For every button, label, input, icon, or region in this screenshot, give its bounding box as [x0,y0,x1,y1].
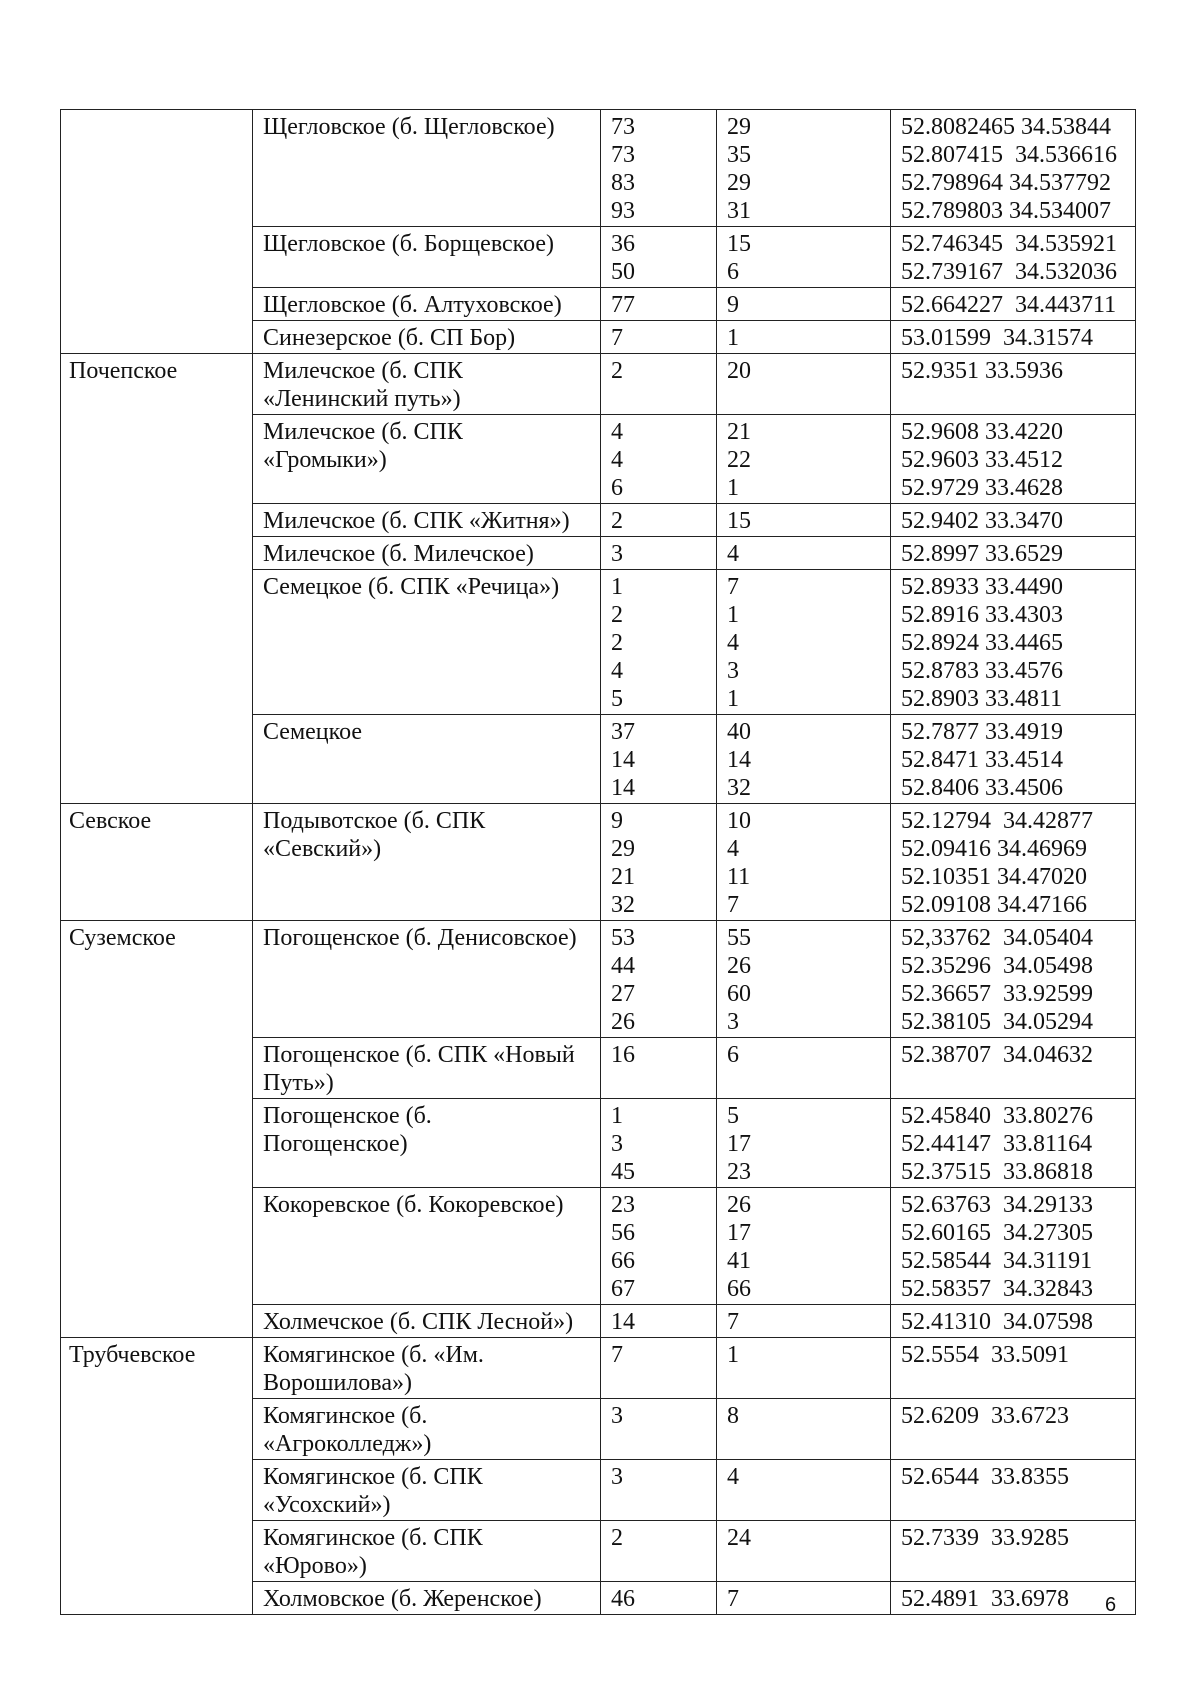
number-value: 4 [727,541,739,567]
coordinate-value: 52.9402 33.3470 [901,508,1063,534]
number-value: 1 [727,325,739,351]
number-value: 9 [727,292,739,318]
number-value: 15 [727,231,751,257]
plot-number-cell [717,415,891,504]
number-value: 15 [727,508,751,534]
settlement-cell: Погощенское (б. Погощенское) [253,1099,601,1188]
number-value: 21 [727,419,751,445]
number-value: 6 [611,475,623,501]
number-value: 3 [611,1464,623,1490]
coordinates-cell [891,804,1136,921]
number-value: 24 [727,1525,751,1551]
number-value: 1 [727,602,739,628]
number-value: 4 [727,1464,739,1490]
plot-number-cell [717,570,891,715]
quarter-number-cell [601,110,717,227]
number-value: 21 [611,864,635,890]
number-value: 66 [611,1248,635,1274]
settlement-cell: Милечское (б. СПК «Ленинский путь») [253,354,601,415]
coordinate-value: 52.35296 34.05498 [901,953,1093,979]
number-value: 45 [611,1159,635,1185]
table-row [61,354,1136,415]
number-value: 36 [611,231,635,257]
number-value: 3 [611,1131,623,1157]
quarter-number-cell [601,354,717,415]
coordinate-value: 52.5554 33.5091 [901,1342,1069,1368]
number-value: 1 [611,574,623,600]
coordinate-value: 52.664227 34.443711 [901,292,1117,318]
table-row [61,804,1136,921]
coordinate-value: 52.41310 34.07598 [901,1309,1093,1335]
number-value: 46 [611,1586,635,1612]
quarter-number-cell [601,1521,717,1582]
settlement-cell: Щегловское (б. Щегловское) [253,110,601,227]
settlement-cell: Комягинское (б. «Им. Ворошилова») [253,1338,601,1399]
number-value: 22 [727,447,751,473]
number-value: 2 [611,358,623,384]
settlement-cell: Синезерское (б. СП Бор) [253,321,601,354]
number-value: 6 [727,1042,739,1068]
number-value: 53 [611,925,635,951]
data-table-container [60,109,1135,1615]
coordinate-value: 52.9729 33.4628 [901,475,1063,501]
quarter-number-cell [601,537,717,570]
plot-number-cell [717,1038,891,1099]
number-value: 67 [611,1276,635,1302]
coordinate-value: 52.44147 33.81164 [901,1131,1093,1157]
settlement-cell: Семецкое (б. СПК «Речица») [253,570,601,715]
quarter-number-cell [601,1338,717,1399]
coordinates-cell [891,1338,1136,1399]
coordinates-cell [891,715,1136,804]
number-value: 83 [611,170,635,196]
settlement-cell: Кокоревское (б. Кокоревское) [253,1188,601,1305]
settlement-cell: Комягинское (б. «Агроколледж») [253,1399,601,1460]
district-cell: Суземское [61,921,253,1338]
coordinate-value: 52.45840 33.80276 [901,1103,1093,1129]
number-value: 7 [727,892,739,918]
coordinate-value: 52.8916 33.4303 [901,602,1063,628]
coordinate-value: 52.8933 33.4490 [901,574,1063,600]
number-value: 17 [727,1131,751,1157]
coordinate-value: 52.7339 33.9285 [901,1525,1069,1551]
coordinates-cell [891,921,1136,1038]
coordinate-value: 52.60165 34.27305 [901,1220,1093,1246]
number-value: 16 [611,1042,635,1068]
plot-number-cell [717,110,891,227]
settlement-cell: Щегловское (б. Борщевское) [253,227,601,288]
settlement-cell: Комягинское (б. СПК «Усохский») [253,1460,601,1521]
number-value: 32 [611,892,635,918]
number-value: 1 [727,1342,739,1368]
number-value: 7 [611,325,623,351]
plot-number-cell [717,537,891,570]
number-value: 44 [611,953,635,979]
number-value: 73 [611,142,635,168]
number-value: 2 [611,1525,623,1551]
coordinates-cell [891,1582,1136,1615]
coordinate-value: 52.8406 33.4506 [901,775,1063,801]
quarter-number-cell [601,1460,717,1521]
plot-number-cell [717,1338,891,1399]
number-value: 66 [727,1276,751,1302]
coordinate-value: 52.8082465 34.53844 [901,114,1111,140]
number-value: 7 [611,1342,623,1368]
number-value: 3 [727,658,739,684]
coordinates-cell [891,288,1136,321]
number-value: 29 [727,114,751,140]
coordinate-value: 52.9603 33.4512 [901,447,1063,473]
number-value: 1 [727,475,739,501]
coordinates-cell [891,321,1136,354]
plot-number-cell [717,921,891,1038]
quarter-number-cell [601,921,717,1038]
coordinates-cell [891,110,1136,227]
plot-number-cell [717,321,891,354]
plot-number-cell [717,1582,891,1615]
number-value: 32 [727,775,751,801]
number-value: 7 [727,574,739,600]
settlement-cell: Холмовское (б. Жеренское) [253,1582,601,1615]
number-value: 4 [611,447,623,473]
number-value: 7 [727,1586,739,1612]
coordinate-value: 52.9351 33.5936 [901,358,1063,384]
coordinates-cell [891,1460,1136,1521]
district-cell [61,110,253,354]
number-value: 4 [727,836,739,862]
number-value: 14 [611,1309,635,1335]
number-value: 41 [727,1248,751,1274]
coordinate-value: 53.01599 34.31574 [901,325,1093,351]
coordinate-value: 52.10351 34.47020 [901,864,1087,890]
number-value: 14 [727,747,751,773]
coordinate-value: 52.9608 33.4220 [901,419,1063,445]
number-value: 2 [611,630,623,656]
coordinates-cell [891,1305,1136,1338]
number-value: 26 [727,1192,751,1218]
coordinate-value: 52.63763 34.29133 [901,1192,1093,1218]
number-value: 9 [611,808,623,834]
coordinates-cell [891,570,1136,715]
number-value: 26 [727,953,751,979]
plot-number-cell [717,1305,891,1338]
number-value: 56 [611,1220,635,1246]
settlement-cell: Милечское (б. СПК «Житня») [253,504,601,537]
plot-number-cell [717,1521,891,1582]
quarter-number-cell [601,504,717,537]
quarter-number-cell [601,1582,717,1615]
coordinate-value: 52.58357 34.32843 [901,1276,1093,1302]
coordinate-value: 52,33762 34.05404 [901,925,1093,951]
coordinate-value: 52.6544 33.8355 [901,1464,1069,1490]
coordinates-table [60,109,1136,1615]
number-value: 55 [727,925,751,951]
number-value: 29 [727,170,751,196]
number-value: 4 [611,658,623,684]
settlement-cell: Погощенское (б. СПК «Новый Путь») [253,1038,601,1099]
quarter-number-cell [601,715,717,804]
quarter-number-cell [601,1399,717,1460]
number-value: 4 [611,419,623,445]
settlement-cell: Комягинское (б. СПК «Юрово») [253,1521,601,1582]
quarter-number-cell [601,804,717,921]
coordinate-value: 52.739167 34.532036 [901,259,1117,285]
district-cell: Почепское [61,354,253,804]
quarter-number-cell [601,415,717,504]
settlement-cell: Милечское (б. Милечское) [253,537,601,570]
number-value: 23 [611,1192,635,1218]
coordinates-cell [891,354,1136,415]
number-value: 23 [727,1159,751,1185]
coordinates-cell [891,1188,1136,1305]
number-value: 37 [611,719,635,745]
number-value: 11 [727,864,751,890]
plot-number-cell [717,1460,891,1521]
number-value: 14 [611,747,635,773]
district-cell: Севское [61,804,253,921]
number-value: 40 [727,719,751,745]
coordinate-value: 52.8903 33.4811 [901,686,1063,712]
coordinates-cell [891,1038,1136,1099]
number-value: 93 [611,198,635,224]
number-value: 7 [727,1309,739,1335]
settlement-cell: Щегловское (б. Алтуховское) [253,288,601,321]
number-value: 14 [611,775,635,801]
coordinate-value: 52.4891 33.6978 [901,1586,1069,1612]
coordinate-value: 52.8783 33.4576 [901,658,1063,684]
quarter-number-cell [601,1188,717,1305]
quarter-number-cell [601,1305,717,1338]
coordinate-value: 52.789803 34.534007 [901,198,1111,224]
number-value: 4 [727,630,739,656]
table-row [61,110,1136,227]
quarter-number-cell [601,321,717,354]
coordinates-cell [891,1099,1136,1188]
coordinate-value: 52.798964 34.537792 [901,170,1111,196]
number-value: 29 [611,836,635,862]
number-value: 35 [727,142,751,168]
number-value: 60 [727,981,751,1007]
coordinates-cell [891,415,1136,504]
coordinate-value: 52.09416 34.46969 [901,836,1087,862]
table-row [61,921,1136,1038]
number-value: 27 [611,981,635,1007]
coordinate-value: 52.8924 33.4465 [901,630,1063,656]
coordinate-value: 52.09108 34.47166 [901,892,1087,918]
number-value: 17 [727,1220,751,1246]
number-value: 2 [611,602,623,628]
plot-number-cell [717,715,891,804]
coordinates-cell [891,537,1136,570]
coordinate-value: 52.36657 33.92599 [901,981,1093,1007]
coordinate-value: 52.7877 33.4919 [901,719,1063,745]
number-value: 8 [727,1403,739,1429]
table-row [61,1338,1136,1399]
number-value: 1 [727,686,739,712]
coordinates-cell [891,1521,1136,1582]
coordinate-value: 52.38707 34.04632 [901,1042,1093,1068]
coordinate-value: 52.6209 33.6723 [901,1403,1069,1429]
coordinate-value: 52.38105 34.05294 [901,1009,1093,1035]
quarter-number-cell [601,288,717,321]
settlement-cell: Холмечское (б. СПК Лесной») [253,1305,601,1338]
plot-number-cell [717,354,891,415]
number-value: 31 [727,198,751,224]
plot-number-cell [717,1099,891,1188]
settlement-cell: Подывотское (б. СПК «Севский») [253,804,601,921]
quarter-number-cell [601,227,717,288]
number-value: 20 [727,358,751,384]
coordinate-value: 52.12794 34.42877 [901,808,1093,834]
coordinates-cell [891,227,1136,288]
plot-number-cell [717,227,891,288]
coordinate-value: 52.746345 34.535921 [901,231,1117,257]
district-cell: Трубчевское [61,1338,253,1615]
coordinates-cell [891,504,1136,537]
settlement-cell: Милечское (б. СПК «Громыки») [253,415,601,504]
number-value: 77 [611,292,635,318]
settlement-cell: Погощенское (б. Денисовское) [253,921,601,1038]
number-value: 1 [611,1103,623,1129]
plot-number-cell [717,288,891,321]
number-value: 6 [727,259,739,285]
number-value: 5 [727,1103,739,1129]
coordinate-value: 52.37515 33.86818 [901,1159,1093,1185]
coordinate-value: 52.8471 33.4514 [901,747,1063,773]
coordinate-value: 52.8997 33.6529 [901,541,1063,567]
plot-number-cell [717,1188,891,1305]
plot-number-cell [717,1399,891,1460]
number-value: 10 [727,808,751,834]
number-value: 50 [611,259,635,285]
number-value: 73 [611,114,635,140]
number-value: 5 [611,686,623,712]
number-value: 2 [611,508,623,534]
coordinates-cell [891,1399,1136,1460]
number-value: 3 [611,1403,623,1429]
coordinate-value: 52.58544 34.31191 [901,1248,1093,1274]
quarter-number-cell [601,570,717,715]
coordinate-value: 52.807415 34.536616 [901,142,1117,168]
number-value: 26 [611,1009,635,1035]
plot-number-cell [717,504,891,537]
plot-number-cell [717,804,891,921]
page-number: 6 [1105,1594,1117,1616]
number-value: 3 [611,541,623,567]
table-body [61,110,1136,1615]
number-value: 3 [727,1009,739,1035]
quarter-number-cell [601,1038,717,1099]
settlement-cell: Семецкое [253,715,601,804]
quarter-number-cell [601,1099,717,1188]
